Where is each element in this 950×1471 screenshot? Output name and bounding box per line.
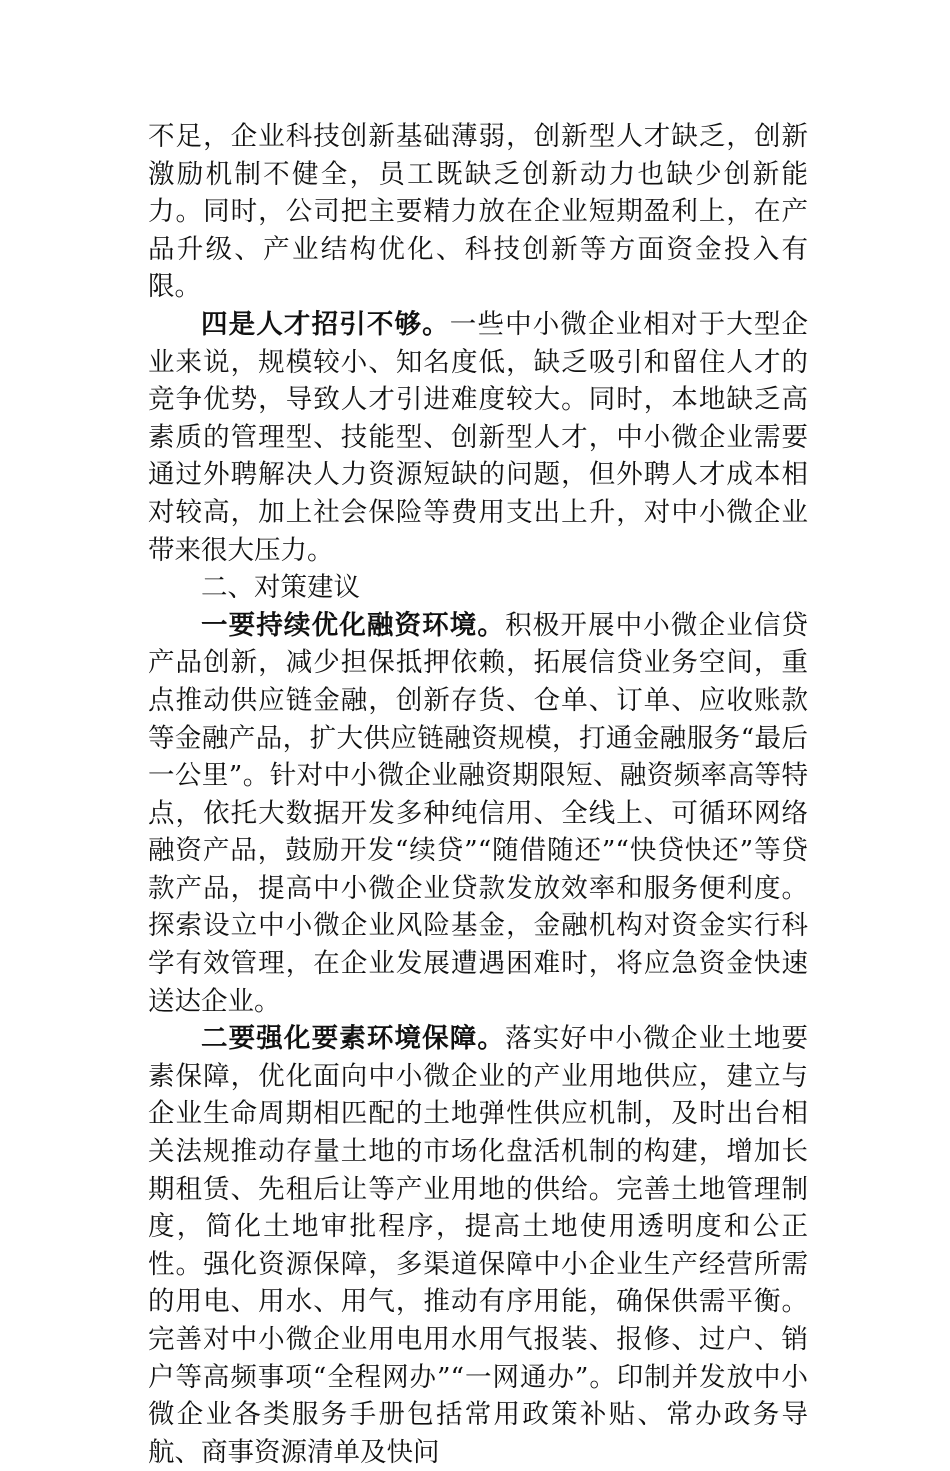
paragraph-lead: 四是人才招引不够。	[201, 308, 450, 340]
paragraph-text: 不足，企业科技创新基础薄弱，创新型人才缺乏，创新激励机制不健全，员工既缺乏创新动力也缺少创新能力。同时，公司把主要精力放在企业短期盈利上，在产品升级、产业结构优化、科技创新等方面资金投入有限。	[148, 121, 808, 303]
paragraph-talent	[148, 306, 808, 569]
section-heading: 二、对策建议	[201, 572, 360, 604]
paragraph-text: 一些中小微企业相对于大型企业来说，规模较小、知名度低，缺乏吸引和留住人才的竞争优势，导致人才引进难度较大。同时，本地缺乏高素质的管理型、技能型、创新型人才，中小微企业需要通过外聘解决人力资源短缺的问题，但外聘人才成本相对较高，加上社会保险等费用支出上升，对中小微企业带来很大压力。	[148, 308, 809, 566]
paragraph-lead: 一要持续优化融资环境。	[201, 609, 506, 641]
paragraph-financing	[148, 607, 808, 1021]
document-page	[148, 118, 808, 1471]
paragraph-lead: 二要强化要素环境保障。	[201, 1023, 506, 1055]
paragraph-text: 积极开展中小微企业信贷产品创新，减少担保抵押依赖，拓展信贷业务空间，重点推动供应链金融，创新存货、仓单、订单、应收账款等金融产品，扩大供应链融资规模，打通金融服务“最后一公里”。针对中小微企业融资期限短、融资频率高等特点，依托大数据开发多种纯信用、全线上、可循环网络融资产品，鼓励开发“续贷”“随借随还”“快贷快还”等贷款产品，提高中小微企业贷款发放效率和服务便利度。探索设立中小微企业风险基金，金融机构对资金实行科学有效管理，在企业发展遭遇困难时，将应急资金快速送达企业。	[148, 609, 809, 1017]
paragraph-factors	[148, 1020, 808, 1471]
paragraph-continuation	[148, 118, 808, 306]
paragraph-text: 落实好中小微企业土地要素保障，优化面向中小微企业的产业用地供应，建立与企业生命周期相匹配的土地弹性供应机制，及时出台相关法规推动存量土地的市场化盘活机制的构建，增加长期租赁、先租后让等产业用地的供给。完善土地管理制度，简化土地审批程序，提高土地使用透明度和公正性。强化资源保障，多渠道保障中小企业生产经营所需的用电、用水、用气，推动有序用能，确保供需平衡。完善对中小微企业用电用水用气报装、报修、过户、销户等高频事项“全程网办”“一网通办”。印制并发放中小微企业各类服务手册包括常用政策补贴、常办政务导航、商事资源清单及快问	[148, 1023, 809, 1468]
